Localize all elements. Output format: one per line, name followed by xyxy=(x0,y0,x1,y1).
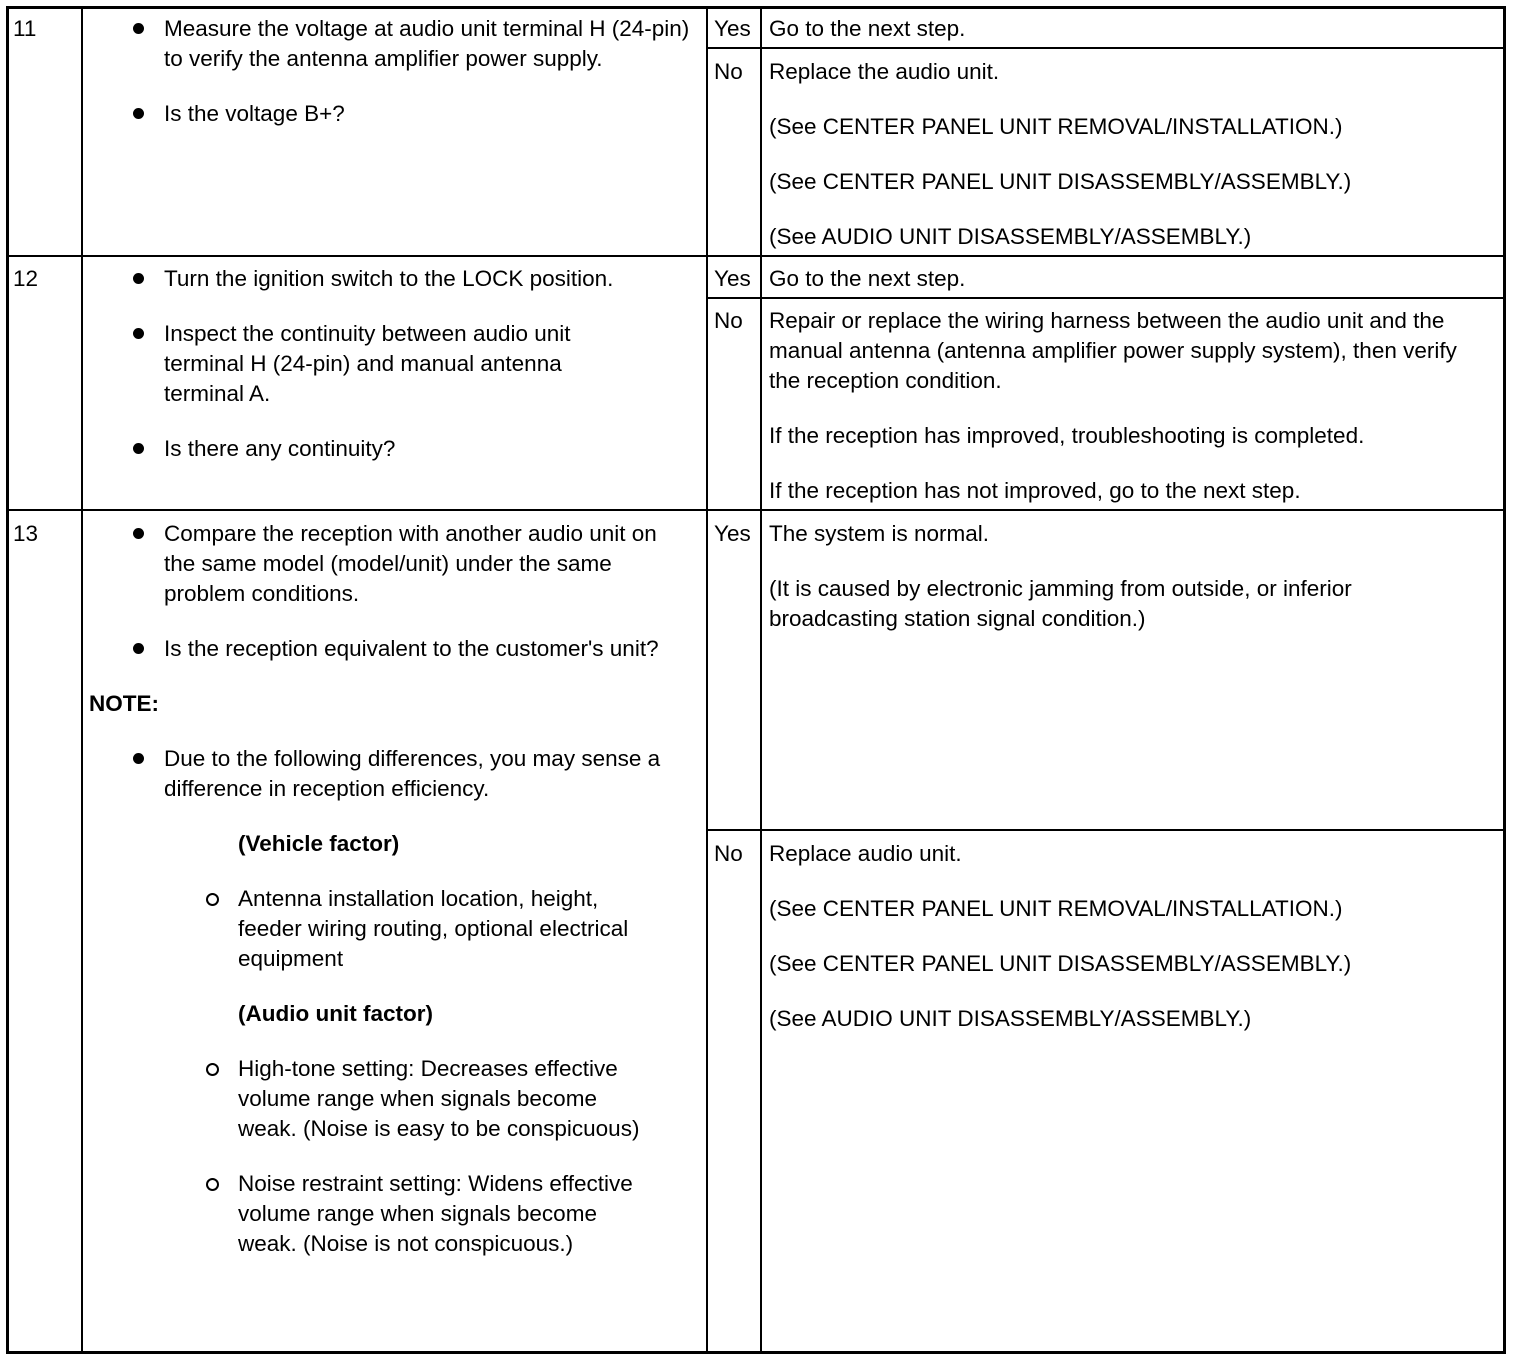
result-yes-label: Yes xyxy=(714,521,751,546)
action-line: If the reception has not improved, go to the next step. xyxy=(769,478,1301,503)
action-line: The system is normal. xyxy=(769,521,990,546)
result-yes-label: Yes xyxy=(714,16,751,41)
action-no xyxy=(769,839,1494,1059)
inspection-item: Turn the ignition switch to the LOCK position. xyxy=(132,264,692,294)
action-line: If the reception has improved, troubleshooting is completed. xyxy=(769,423,1365,448)
action-line: Replace audio unit. xyxy=(769,841,962,866)
action-no xyxy=(769,57,1494,277)
factor-heading: (Vehicle factor) xyxy=(238,831,400,856)
action-line: (See CENTER PANEL UNIT DISASSEMBLY/ASSEMBLY.) xyxy=(769,951,1352,976)
inspection-list xyxy=(132,264,692,489)
factor-item: Antenna installation location, height, feeder wiring routing, optional electrical equipment xyxy=(206,884,648,974)
result-no-label: No xyxy=(714,841,743,866)
action-line: Replace the audio unit. xyxy=(769,59,1000,84)
result-yes-label: Yes xyxy=(714,266,751,291)
factor-list xyxy=(132,884,692,974)
factor-item: High-tone setting: Decreases effective volume range when signals become weak. (Noise is easy to be conspicuous) xyxy=(206,1054,648,1144)
action-yes xyxy=(769,519,1429,659)
inspection-item: Is the voltage B+? xyxy=(132,99,692,129)
step-number: 12 xyxy=(13,266,39,291)
action-line: Repair or replace the wiring harness between the audio unit and the manual antenna (antenna amplifier power supply system), then verify the reception condition. xyxy=(769,308,1457,393)
action-line: (See AUDIO UNIT DISASSEMBLY/ASSEMBLY.) xyxy=(769,224,1252,249)
inspection-item: Is there any continuity? xyxy=(132,434,692,464)
action-line: (It is caused by electronic jamming from outside, or inferior broadcasting station signal condition.) xyxy=(769,576,1352,631)
inspection-list xyxy=(132,14,692,154)
factor-heading: (Audio unit factor) xyxy=(238,1001,433,1026)
inspection-item: Inspect the continuity between audio unit terminal H (24-pin) and manual antenna terminal A. xyxy=(132,319,634,409)
step-number: 11 xyxy=(13,16,37,41)
action-line: (See CENTER PANEL UNIT DISASSEMBLY/ASSEMBLY.) xyxy=(769,169,1352,194)
action-line: (See CENTER PANEL UNIT REMOVAL/INSTALLATION.) xyxy=(769,114,1343,139)
column-divider-inspection xyxy=(706,6,708,1354)
action-line: Go to the next step. xyxy=(769,16,966,41)
result-no-label: No xyxy=(714,308,743,333)
action-line: (See CENTER PANEL UNIT REMOVAL/INSTALLATION.) xyxy=(769,896,1343,921)
result-no-label: No xyxy=(714,59,743,84)
inspection-list xyxy=(89,519,692,1284)
note-label: NOTE: xyxy=(89,691,159,716)
step-number: 13 xyxy=(13,521,39,546)
action-line: Go to the next step. xyxy=(769,266,966,291)
inspection-item: Is the reception equivalent to the customer's unit? xyxy=(132,634,694,664)
yes-no-divider xyxy=(706,829,1506,831)
factor-item: Noise restraint setting: Widens effective volume range when signals become weak. (Noise is not conspicuous.) xyxy=(206,1169,648,1259)
inspection-item: Measure the voltage at audio unit terminal H (24-pin) to verify the antenna amplifier power supply. xyxy=(132,14,692,74)
factor-list xyxy=(132,1054,692,1259)
column-divider-result xyxy=(760,6,762,1354)
inspection-item: Compare the reception with another audio unit on the same model (model/unit) under the same problem conditions. xyxy=(132,519,694,609)
note-item: Due to the following differences, you may sense a difference in reception efficiency. xyxy=(132,744,664,804)
action-no xyxy=(769,306,1494,531)
action-line: (See AUDIO UNIT DISASSEMBLY/ASSEMBLY.) xyxy=(769,1006,1252,1031)
column-divider-step xyxy=(81,6,83,1354)
